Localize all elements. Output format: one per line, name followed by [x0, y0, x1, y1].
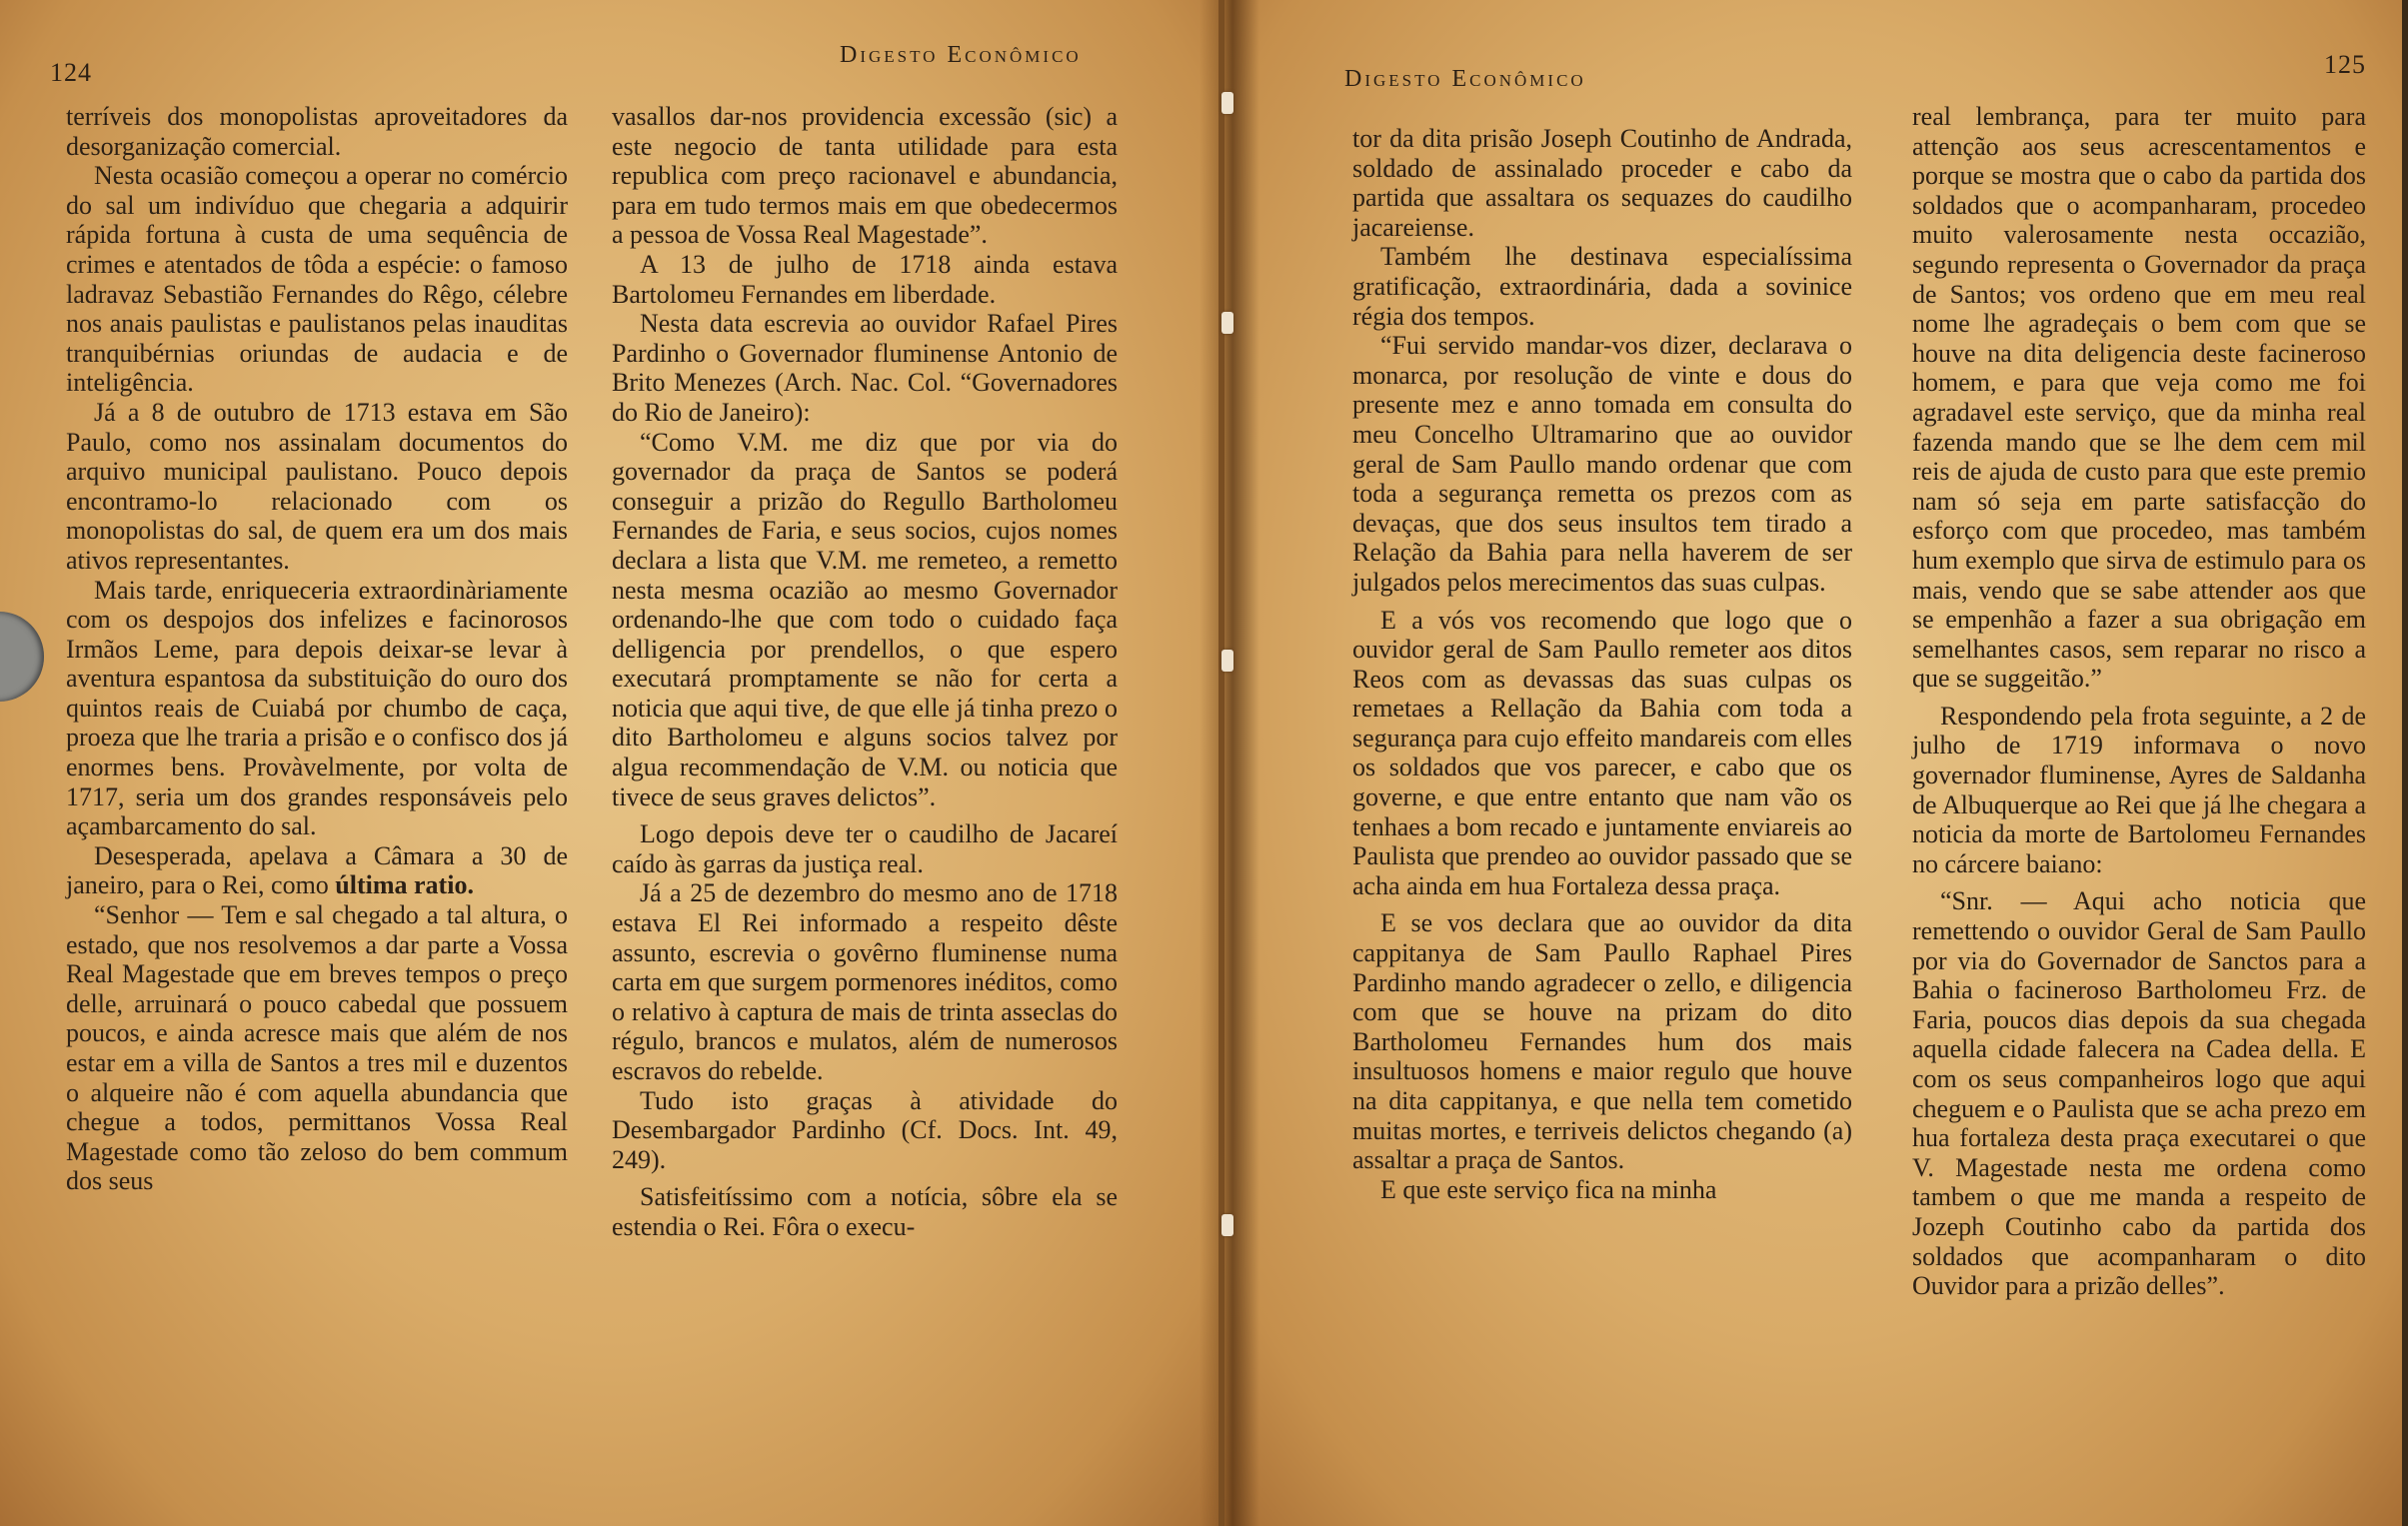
binding-stitch [1221, 650, 1233, 672]
paragraph [612, 878, 1118, 1085]
paragraph [1912, 702, 2366, 879]
right-column-2 [1912, 102, 2366, 1301]
paragraph-text: “Senhor — Tem e sal chegado a tal altura, o estado, que nos resolvemos a dar parte a Vossa Real Magestade que em breves tempos o preço delle, arruinará o pouco cabedal que possuem poucos, e ainda acresce mais que além de nos estar em a villa de Santos a tres mil e duzentos o alqueire não é com aquella abundancia que chegue a todos, permittanos Vossa Real Magestade como tão zeloso do bem commum dos seus [66, 900, 568, 1196]
paragraph-text: Também lhe destinava especialíssima gratificação, extraordinária, dada a sovinice régia dos tempos. [1352, 242, 1852, 331]
paragraph [66, 102, 568, 161]
paragraph-text: Logo depois deve ter o caudilho de Jacareí caído às garras da justiça real. [612, 819, 1118, 878]
paragraph [1352, 606, 1852, 901]
paragraph-text: “Fui servido mandar-vos dizer, declarava o monarca, por resolução de vinte e dous do presente mez e anno tomada em consulta do meu Concelho Ultramarino que ao ouvidor geral de Sam Paullo mando ordenar que com toda a segurança remetta os prezos com as devaças, que dos seus insultos tem tirado a Relação da Bahia para nella haverem de ser julgados pelos merecimentos das suas culpas. [1352, 331, 1852, 597]
paragraph [66, 900, 568, 1196]
paragraph-text: Já a 8 de outubro de 1713 estava em São Paulo, como nos assinalam documentos do arquivo municipal paulistano. Pouco depois encontramo-lo relacionado com os monopolistas do sal, de quem era um dos mais ativos representantes. [66, 397, 568, 575]
paragraph [612, 819, 1118, 878]
paragraph [66, 841, 568, 900]
left-column-2 [612, 102, 1118, 1242]
paragraph [612, 102, 1118, 250]
paragraph-text: Nesta ocasião começou a operar no comércio do sal um indivíduo que chegaria a adquirir rápida fortuna à custa de uma sequência de crimes e atentados de tôda a espécie: o famoso ladravaz Sebastião Fernandes do Rêgo, célebre nos anais paulistas e paulistanos pelas inauditas tranquibérnias oriundas de audacia e de inteligência. [66, 161, 568, 398]
binding-stitch [1221, 1214, 1233, 1236]
paragraph-text: terríveis dos monopolistas aproveitadores da desorganização comercial. [66, 102, 568, 161]
thumb-hole [0, 612, 44, 702]
paragraph-text: Tudo isto graças à atividade do Desembargador Pardinho (Cf. Docs. Int. 49, 249). [612, 1085, 1118, 1174]
paragraph-text: Já a 25 de dezembro do mesmo ano de 1718 estava El Rei informado a respeito dêste assunto, escrevia o govêrno fluminense numa carta em que surgem pormenores inéditos, como o relativo à captura de mais de trinta asseclas do régulo, brancos e mulatos, além de numerosos escravos do rebelde. [612, 878, 1118, 1085]
paragraph [612, 250, 1118, 309]
paragraph-text: A 13 de julho de 1718 ainda estava Bartolomeu Fernandes em liberdade. [612, 249, 1118, 309]
binding-stitch [1221, 92, 1233, 114]
paragraph [612, 428, 1118, 812]
paragraph [66, 398, 568, 576]
paragraph-text: E se vos declara que ao ouvidor da dita cappitanya de Sam Paullo Raphael Pires Pardinho mando agradecer o zello, e diligencia com que se houve na prizam do dito Bartholomeu Fernandes hum dos mais insultuosos homens e maior regulo que houve na dita cappitanya, e que nella tem cometido muitas mortes, e terriveis delictos chegando (a) assaltar a praça de Santos. [1352, 908, 1852, 1175]
paragraph [612, 309, 1118, 427]
page-number-left: 124 [50, 58, 92, 87]
bold-phrase: última ratio. [335, 870, 474, 900]
paragraph [1912, 886, 2366, 1300]
paragraph [1352, 242, 1852, 331]
paragraph [1352, 124, 1852, 242]
paragraph-text: vasallos dar-nos providencia excessão (sic) a este negocio de tanta utilidade para esta republica com preço racionavel e abundancia, para em tudo termos mais em que obedecermos a pessoa de Vossa Real Magestade”. [612, 102, 1118, 250]
paragraph-text: Mais tarde, enriqueceria extraordinàriamente com os despojos dos infelizes e facinorosos Irmãos Leme, para depois deixar-se levar à aventura espantosa da substituição do ouro dos quintos reais de Cuiabá por chumbo de caça, proeza que lhe traria a prisão e o confisco dos já enormes bens. Provàvelmente, por volta de 1717, seria um dos grandes responsáveis pelo açambarcamento do sal. [66, 575, 568, 841]
paragraph [66, 161, 568, 398]
paragraph-text: real lembrança, para ter muito para attenção aos seus acrescentamentos e porque se mostra que o cabo da partida dos soldados que o acompanharam, procedeo muito valerosamente nesta occazião, segundo representa o Governador da praça de Santos; vos ordeno que em meu real nome lhe agradeçais o bem com que se houve na dita deligencia deste facineroso homem, e para que veja como me foi agradavel este serviço, que da minha real fazenda mando que se lhe dem cem mil reis de ajuda de custo para que este premio nam só seja em parte satisfacção do esforço com que procedeo, mas também hum exemplo que sirva de estimulo para os mais, vendo que se sabe attender aos que se empenhão a fazer a sua obrigação em semelhantes casos, sem reparar no risco a que se suggeitão.” [1912, 102, 2366, 694]
right-page [1224, 0, 2402, 1526]
paragraph-text: E a vós vos recomendo que logo que o ouvidor geral de Sam Paullo remeter aos ditos Reos com as devassas das suas culpas os remetaes a Rellação da Bahia com toda a segurança para cujo effeito mandareis com elles os soldados que vos parecer, e cabo que os governe, e que entre entanto que nam vão os tenhaes a bom recado e juntamente enviareis ao Paulista que prendeo ao ouvidor passado que se acha ainda em hua Fortaleza dessa praça. [1352, 605, 1852, 900]
paragraph-text: “Como V.M. me diz que por via do governador da praça de Santos se poderá conseguir a prizão do Regullo Bartholomeu Fernandes de Faria, e seus socios, cujos nomes declara a lista que V.M. me remeteo, a remetto nesta mesma ocazião ao mesmo Governador ordenando-lhe que com todo o cuidado faça delligencia por prendellos, o que espero executará promptamente se não for certa a noticia que aqui tive, de que elle já tinha prezo o dito Bartholomeu e alguns socios talvez por algua recommendação de V.M. ou noticia que tivece de seus graves delictos”. [612, 427, 1118, 811]
running-head-left: Digesto Econômico [840, 42, 1082, 68]
running-head-right: Digesto Econômico [1344, 66, 1586, 92]
paragraph-text: Nesta data escrevia ao ouvidor Rafael Pires Pardinho o Governador fluminense Antonio de Brito Menezes (Arch. Nac. Col. “Governadores do Rio de Janeiro): [612, 309, 1118, 427]
paragraph [612, 1086, 1118, 1175]
paragraph [1352, 908, 1852, 1174]
paragraph [66, 576, 568, 841]
paragraph [612, 1182, 1118, 1241]
paragraph-text: Desesperada, apelava a Câmara a 30 de janeiro, para o Rei, como [66, 840, 568, 900]
right-column-1 [1352, 124, 1852, 1204]
paragraph [1912, 102, 2366, 694]
paragraph-text: Respondendo pela frota seguinte, a 2 de julho de 1719 informava o novo governador fluminense, Ayres de Saldanha de Albuquerque ao Rei que já lhe chegara a noticia da morte de Bartolomeu Fernandes no cárcere baiano: [1912, 701, 2366, 878]
paragraph [1352, 331, 1852, 597]
left-column-1 [66, 102, 568, 1196]
paragraph-text: Satisfeitíssimo com a notícia, sôbre ela se estendia o Rei. Fôra o execu- [612, 1182, 1118, 1241]
page-number-right: 125 [2324, 50, 2366, 79]
binding-stitch [1221, 312, 1233, 334]
paragraph-text: E que este serviço fica na minha [1380, 1174, 1717, 1204]
paragraph-text: “Snr. — Aqui acho noticia que remettendo o ouvidor Geral de Sam Paullo por via do Governador de Sanctos para a Bahia o facineroso Bartholomeu Frz. de Faria, poucos dias depois da sua chegada aquella cidade falecera na Cadea della. E com os seus companheiros logo que aqui cheguem e o Paulista que se acha prezo em hua fortaleza desta praça executarei o que V. Magestade nesta me ordena como tambem o que me manda a respeito de Jozeph Coutinho cabo da partida dos soldados que acompanharam o dito Ouvidor para a prizão delles”. [1912, 886, 2366, 1301]
paragraph-text: tor da dita prisão Joseph Coutinho de Andrada, soldado de assinalado proceder e cabo da partida que assaltara os sequazes do caudilho jacareiense. [1352, 124, 1852, 242]
paragraph [1352, 1175, 1852, 1205]
